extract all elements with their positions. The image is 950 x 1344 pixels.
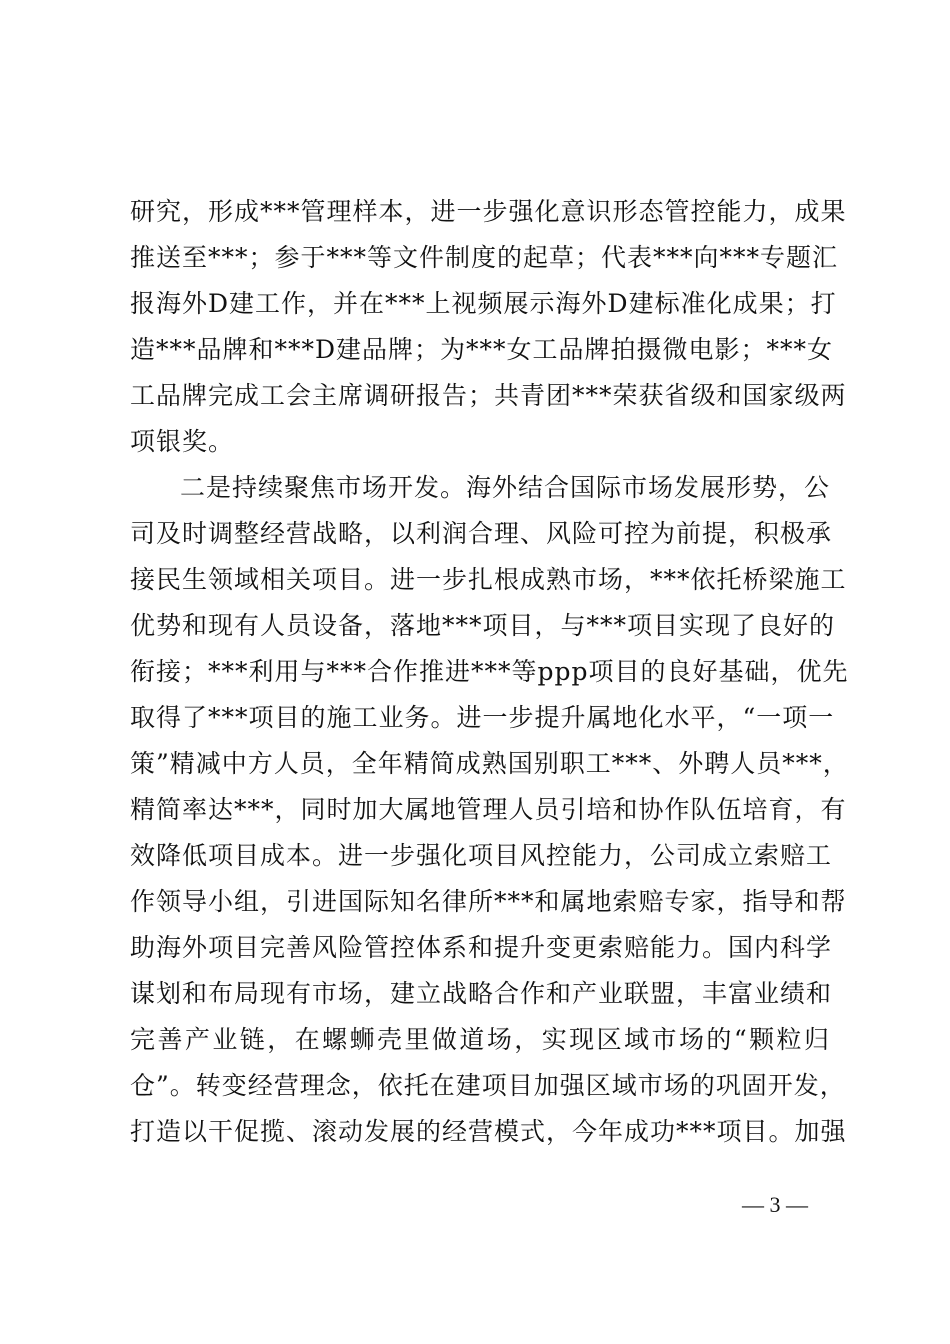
paragraph-2-line-4: 优势和现有人员设备，落地***项目，与***项目实现了良好的 (130, 611, 836, 640)
paragraph-2-line-12: 谋划和布局现有市场，建立战略合作和产业联盟，丰富业绩和 (130, 979, 833, 1008)
paragraph-2-line-7: 策”精减中方人员，全年精简成熟国别职工***、外聘人员***， (130, 749, 849, 778)
paragraph-1-line-1: 研究，形成***管理样本，进一步强化意识形态管控能力，成果 (130, 197, 847, 226)
paragraph-1-line-6: 项银奖。 (130, 427, 235, 456)
paragraph-2-line-9: 效降低项目成本。进一步强化项目风控能力，公司成立索赔工 (130, 841, 833, 870)
paragraph-2-line-8: 精简率达***，同时加大属地管理人员引培和协作队伍培育，有 (130, 795, 847, 824)
paragraph-2-line-15: 打造以干促揽、滚动发展的经营模式，今年成功***项目。加强 (130, 1117, 847, 1146)
paragraph-1-line-2: 推送至***；参于***等文件制度的起草；代表***向***专题汇 (130, 243, 839, 272)
paragraph-2-line-5: 衔接；***利用与***合作推进***等ppp项目的良好基础，优先 (130, 657, 849, 686)
page-number: — 3 — (742, 1192, 808, 1217)
paragraph-2-line-14: 仓”。转变经营理念，依托在建项目加强区域市场的巩固开发， (130, 1071, 846, 1100)
paragraph-2-line-6: 取得了***项目的施工业务。进一步提升属地化水平，“一项一 (130, 703, 835, 732)
paragraph-1-line-5: 工品牌完成工会主席调研报告；共青团***荣获省级和国家级两 (130, 381, 847, 410)
paragraph-1-line-3: 报海外D建工作，并在***上视频展示海外D建标准化成果；打 (130, 289, 837, 318)
paragraph-2-line-1: 二是持续聚焦市场开发。海外结合国际市场发展形势，公 (180, 473, 831, 502)
paragraph-2-line-10: 作领导小组，引进国际知名律所***和属地索赔专家，指导和帮 (130, 887, 847, 916)
paragraph-2-line-11: 助海外项目完善风险管控体系和提升变更索赔能力。国内科学 (130, 933, 833, 962)
paragraph-2-line-2: 司及时调整经营战略，以利润合理、风险可控为前提，积极承 (130, 519, 833, 548)
paragraph-2-line-3: 接民生领域相关项目。进一步扎根成熟市场，***依托桥梁施工 (130, 565, 847, 594)
paragraph-1-line-4: 造***品牌和***D建品牌；为***女工品牌拍摄微电影；***女 (130, 335, 834, 364)
paragraph-2-line-13: 完善产业链，在螺蛳壳里做道场，实现区域市场的“颗粒归 (130, 1025, 830, 1054)
